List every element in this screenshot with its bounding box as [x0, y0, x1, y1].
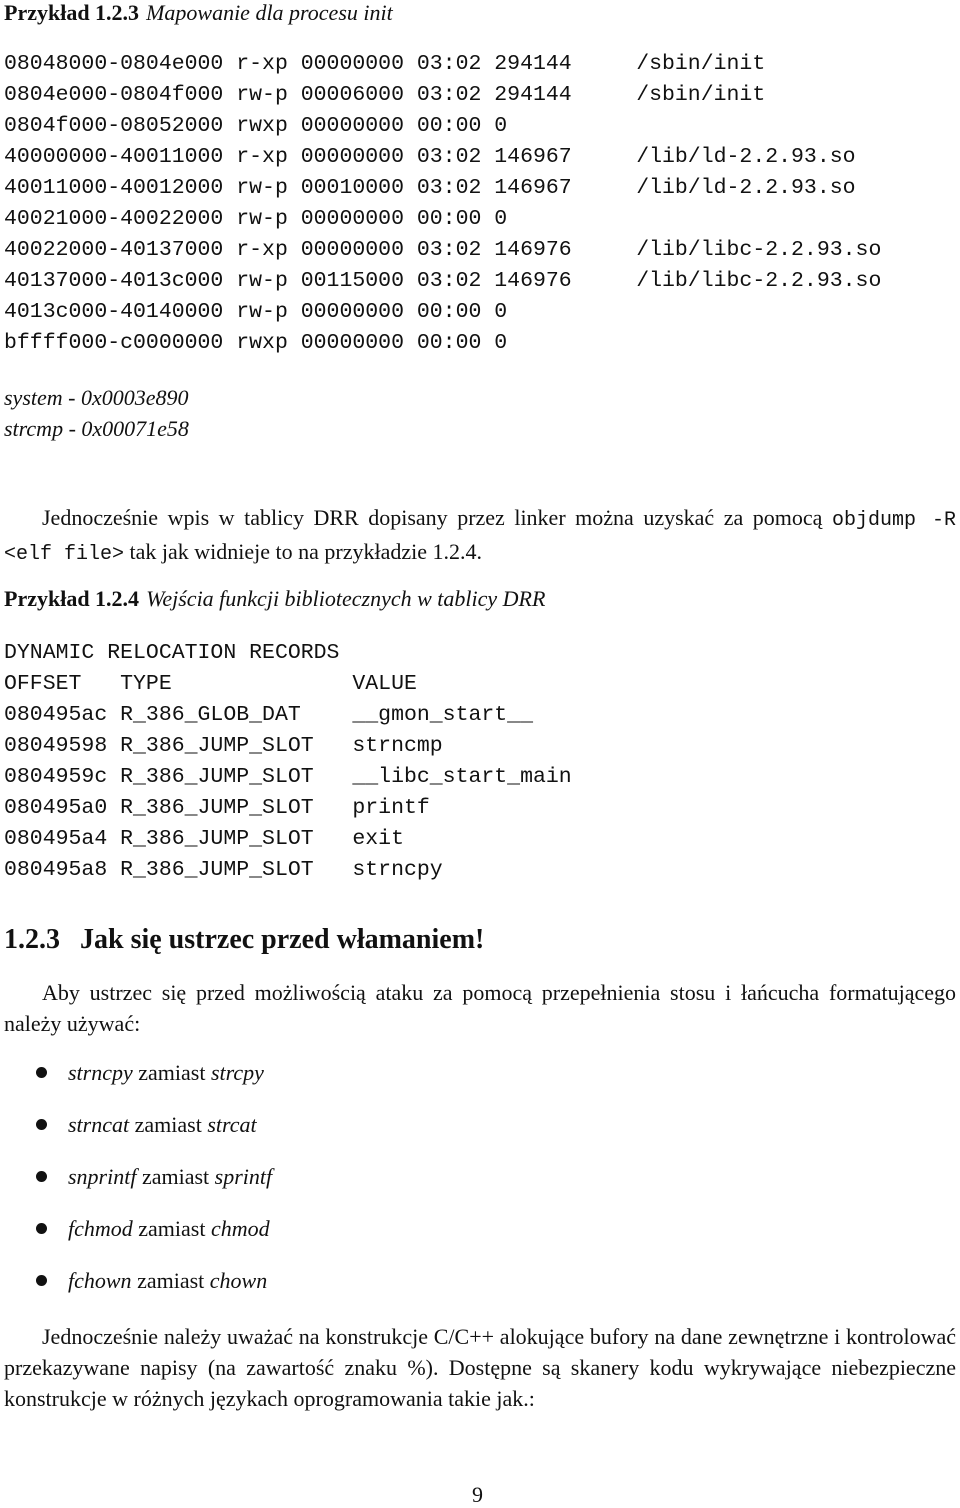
relocation-row: 08049598 R_386_JUMP_SLOT strncmp — [4, 734, 443, 758]
memory-map-row: bffff000-c0000000 rwxp 00000000 00:00 0 — [4, 331, 508, 355]
memory-map-row: 40011000-40012000 rw-p 00010000 03:02 146967 /lib/ld-2.2.93.so — [4, 176, 856, 200]
memory-map-row: 0804f000-08052000 rwxp 00000000 00:00 0 — [4, 114, 508, 138]
bullet-icon — [36, 1223, 47, 1234]
example-1-2-4-title — [4, 586, 545, 612]
unsafe-function: sprintf — [214, 1164, 273, 1189]
example-caption: Mapowanie dla procesu init — [146, 0, 393, 25]
paragraph-objdump — [4, 502, 956, 570]
paragraph-intro — [4, 977, 956, 1039]
symbol-addresses — [4, 382, 189, 444]
list-item-text — [68, 1265, 267, 1296]
relocation-row: 080495ac R_386_GLOB_DAT __gmon_start__ — [4, 703, 533, 727]
safe-function: snprintf — [68, 1164, 137, 1189]
example-number: Przykład 1.2.3 — [4, 0, 140, 25]
connector-word: zamiast — [132, 1060, 211, 1085]
connector-word: zamiast — [129, 1112, 208, 1137]
safe-function: fchown — [68, 1268, 132, 1293]
relocation-records-listing — [4, 638, 572, 886]
paragraph-text: Aby ustrzec się przed możliwością ataku za pomocą przepełnienia stosu i łańcucha formatującego należy używać: — [4, 980, 956, 1036]
relocation-row: 0804959c R_386_JUMP_SLOT __libc_start_main — [4, 765, 572, 789]
safe-function: strncpy — [68, 1060, 133, 1085]
section-heading — [4, 924, 484, 956]
safe-function: strncat — [68, 1112, 130, 1137]
list-item-text — [68, 1213, 270, 1244]
memory-map-row: 08048000-0804e000 r-xp 00000000 03:02 294144 /sbin/init — [4, 52, 766, 76]
list-item-text — [68, 1109, 257, 1140]
relocation-column-headers: OFFSET TYPE VALUE — [4, 672, 417, 696]
page-number: 9 — [472, 1482, 483, 1507]
relocation-row: 080495a8 R_386_JUMP_SLOT strncpy — [4, 858, 443, 882]
unsafe-function: chmod — [210, 1216, 270, 1241]
relocation-row: 080495a0 R_386_JUMP_SLOT printf — [4, 796, 430, 820]
memory-map-row: 40022000-40137000 r-xp 00000000 03:02 146976 /lib/libc-2.2.93.so — [4, 238, 882, 262]
symbol-line: system - 0x0003e890 — [4, 385, 189, 410]
connector-word: zamiast — [132, 1216, 211, 1241]
unsafe-function: strcpy — [210, 1060, 264, 1085]
memory-map-row: 40137000-4013c000 rw-p 00115000 03:02 146976 /lib/libc-2.2.93.so — [4, 269, 882, 293]
bullet-icon — [36, 1275, 47, 1286]
example-caption: Wejścia funkcji bibliotecznych w tablicy DRR — [146, 586, 546, 611]
example-number: Przykład 1.2.4 — [4, 586, 140, 611]
memory-map-row: 40000000-40011000 r-xp 00000000 03:02 146967 /lib/ld-2.2.93.so — [4, 145, 856, 169]
paragraph-text: Jednocześnie należy uważać na konstrukcje C/C++ alokujące bufory na dane zewnętrzne i kontrolować przekazywane napisy (na zawartość znaku %). Dostępne są skanery kodu wykrywające niebezpieczne konstrukcje w różnych językach oprogramowania takie jak.: — [4, 1324, 956, 1411]
memory-map-listing — [4, 49, 881, 359]
connector-word: zamiast — [131, 1268, 210, 1293]
unsafe-function: strcat — [207, 1112, 257, 1137]
safe-function: fchmod — [68, 1216, 133, 1241]
paragraph-text: Jednocześnie wpis w tablicy DRR dopisany przez linker można uzyskać za pomocą — [42, 505, 823, 530]
example-1-2-3-title — [4, 0, 393, 26]
bullet-icon — [36, 1171, 47, 1182]
section-title: Jak się ustrzec przed włamaniem! — [80, 924, 485, 955]
list-item-text — [68, 1057, 264, 1088]
memory-map-row: 40021000-40022000 rw-p 00000000 00:00 0 — [4, 207, 508, 231]
symbol-line: strcmp - 0x00071e58 — [4, 416, 189, 441]
section-number: 1.2.3 — [4, 924, 60, 955]
bullet-icon — [36, 1119, 47, 1130]
connector-word: zamiast — [136, 1164, 215, 1189]
memory-map-row: 0804e000-0804f000 rw-p 00006000 03:02 294144 /sbin/init — [4, 83, 766, 107]
memory-map-row: 4013c000-40140000 rw-p 00000000 00:00 0 — [4, 300, 508, 324]
paragraph-text: tak jak widnieje to na przykładzie 1.2.4. — [129, 539, 483, 564]
objdump-command: objdump -R <elf file> — [4, 509, 956, 566]
unsafe-function: chown — [209, 1268, 268, 1293]
relocation-heading: DYNAMIC RELOCATION RECORDS — [4, 641, 340, 665]
list-item-text — [68, 1161, 272, 1192]
paragraph-final — [4, 1321, 956, 1414]
bullet-icon — [36, 1067, 47, 1078]
relocation-row: 080495a4 R_386_JUMP_SLOT exit — [4, 827, 404, 851]
